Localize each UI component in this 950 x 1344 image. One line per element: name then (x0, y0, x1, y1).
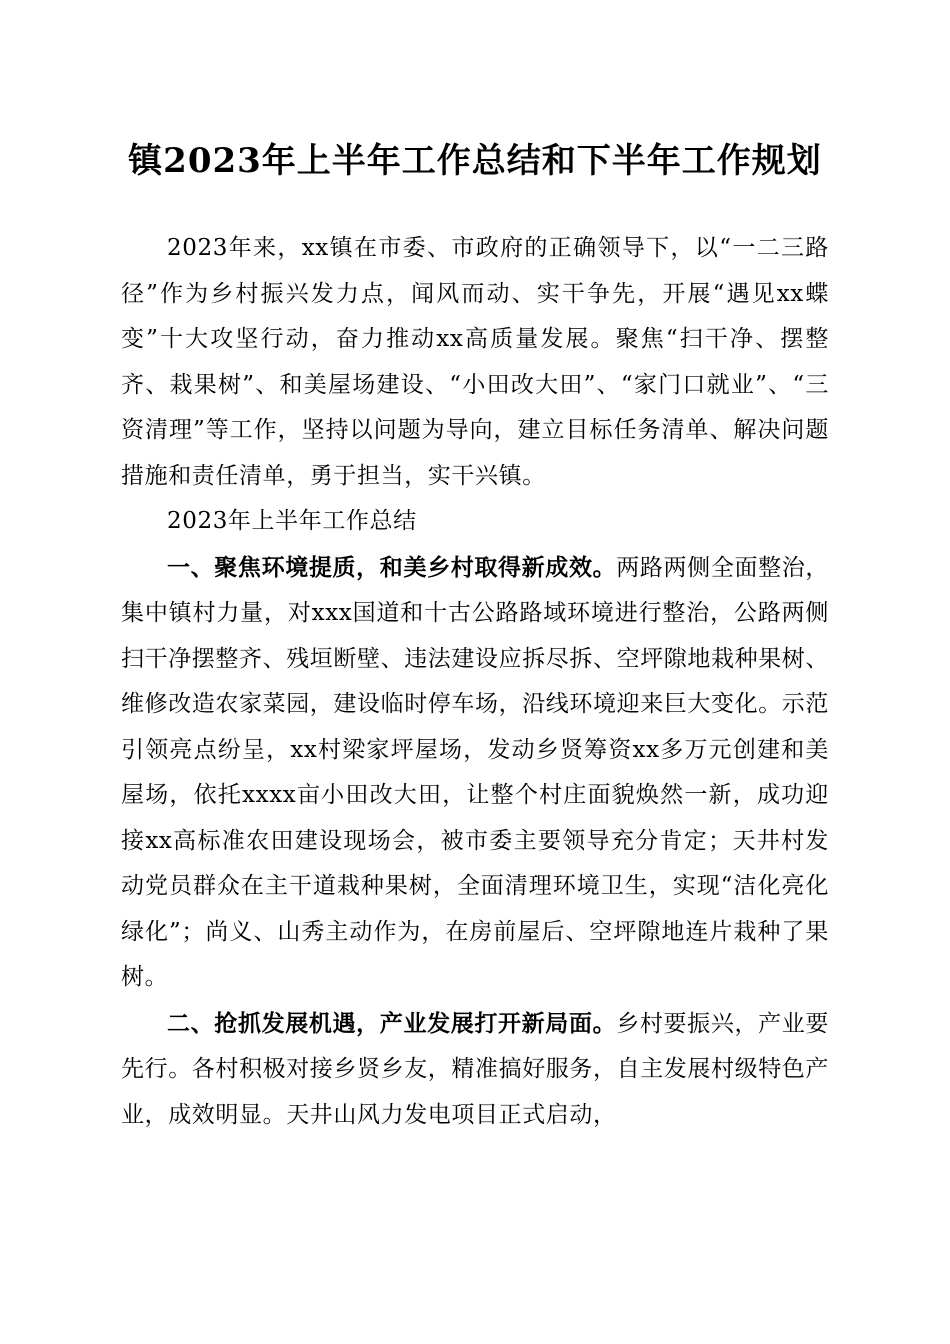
document-body (121, 226, 829, 1138)
intro-paragraph: 2023年来，xx镇在市委、市政府的正确领导下，以“一二三路径”作为乡村振兴发力点，闻风而动、实干争先，开展“遇见xx蝶变”十大攻坚行动，奋力推动xx高质量发展。聚焦“扫干净、摆整齐、栽果树”、和美屋场建设、“小田改大田”、“家门口就业”、“三资清理”等工作，坚持以问题为导向，建立目标任务清单、解决问题措施和责任清单，勇于担当，实干兴镇。 (121, 235, 829, 489)
section-1-lead: 一、聚焦环境提质，和美乡村取得新成效。 (167, 553, 617, 581)
section-heading: 2023年上半年工作总结 (167, 508, 417, 534)
section-paragraph-1 (121, 545, 829, 1001)
section-2-lead: 二、抢抓发展机遇，产业发展打开新局面。 (167, 1009, 617, 1037)
section-paragraph-2 (121, 1001, 829, 1139)
section-1-text: 两路两侧全面整治，集中镇村力量，对xxx国道和十古公路路域环境进行整治，公路两侧扫干净摆整齐、残垣断壁、违法建设应拆尽拆、空坪隙地栽种果树、维修改造农家菜园，建设临时停车场，沿线环境迎来巨大变化。示范引领亮点纷呈，xx村梁家坪屋场，发动乡贤筹资xx多万元创建和美屋场，依托xxxx亩小田改大田，让整个村庄面貌焕然一新，成功迎接xx高标准农田建设现场会，被市委主要领导充分肯定；天井村发动党员群众在主干道栽种果树，全面清理环境卫生，实现“洁化亮化绿化”；尚义、山秀主动作为，在房前屋后、空坪隙地连片栽种了果树。 (121, 554, 830, 990)
section-2-text: 乡村要振兴，产业要先行。各村积极对接乡贤乡友，精准搞好服务，自主发展村级特色产业，成效明显。天井山风力发电项目正式启动， (121, 1010, 830, 1128)
document-title: 镇2023年上半年工作总结和下半年工作规划 (128, 141, 822, 181)
